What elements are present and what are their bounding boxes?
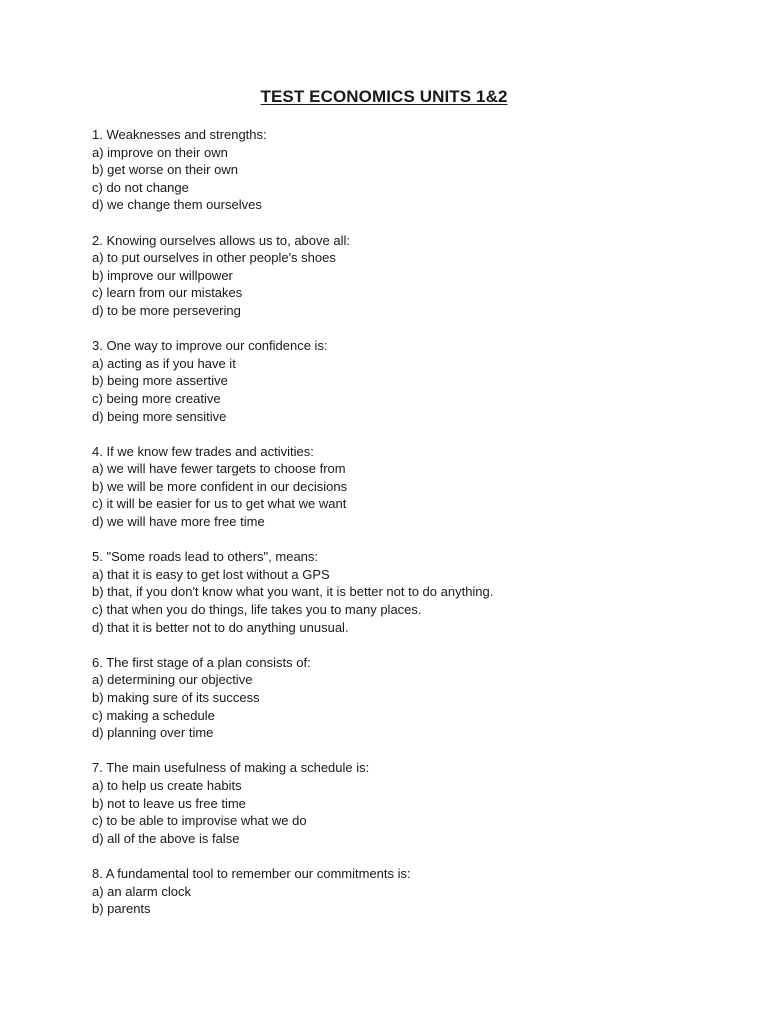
answer-option-c: c) being more creative [92,390,221,406]
answer-option-c: c) do not change [92,179,189,195]
answer-option-c: c) to be able to improvise what we do [92,813,307,829]
answer-option-b: b) we will be more confident in our decisions [92,478,348,494]
answer-option-b: b) improve our willpower [92,267,233,283]
answer-option-a: a) we will have fewer targets to choose from [92,461,346,477]
question-1 [92,126,732,214]
answer-option-d: d) we will have more free time [92,514,265,530]
answer-option-a: a) acting as if you have it [92,355,236,371]
answer-option-d: d) we change them ourselves [92,197,262,213]
answer-option-c: c) learn from our mistakes [92,285,243,301]
answer-option-a: a) that it is easy to get lost without a GPS [92,566,330,582]
answer-option-b: b) being more assertive [92,373,228,389]
answer-option-b: b) that, if you don't know what you want, it is better not to do anything. [92,584,494,600]
question-7 [92,759,732,847]
answer-option-c: c) it will be easier for us to get what we want [92,496,347,512]
answer-option-a: a) to help us create habits [92,777,242,793]
question-5 [92,548,732,636]
question-prompt: 8. A fundamental tool to remember our commitments is: [92,865,411,881]
answer-option-a: a) to put ourselves in other people's shoes [92,250,336,266]
question-8 [92,865,732,918]
question-prompt: 2. Knowing ourselves allows us to, above all: [92,232,350,248]
answer-option-d: d) to be more persevering [92,302,241,318]
answer-option-b: b) parents [92,901,151,917]
answer-option-a: a) an alarm clock [92,883,191,899]
answer-option-d: d) being more sensitive [92,408,227,424]
answer-option-a: a) determining our objective [92,672,253,688]
question-prompt: 7. The main usefulness of making a schedule is: [92,760,370,776]
question-list [92,126,732,935]
question-prompt: 6. The first stage of a plan consists of: [92,654,311,670]
question-4 [92,443,732,531]
question-2 [92,232,732,320]
answer-option-a: a) improve on their own [92,144,228,160]
answer-option-b: b) not to leave us free time [92,795,246,811]
answer-option-c: c) that when you do things, life takes you to many places. [92,602,422,618]
answer-option-b: b) get worse on their own [92,162,238,178]
question-3 [92,337,732,425]
question-prompt: 1. Weaknesses and strengths: [92,127,267,142]
answer-option-c: c) making a schedule [92,707,215,723]
question-prompt: 3. One way to improve our confidence is: [92,338,328,354]
question-prompt: 4. If we know few trades and activities: [92,443,314,459]
answer-option-d: d) that it is better not to do anything unusual. [92,619,349,635]
question-6 [92,654,732,742]
document-title: TEST ECONOMICS UNITS 1&2 [260,87,508,106]
answer-option-d: d) all of the above is false [92,830,240,846]
question-prompt: 5. "Some roads lead to others", means: [92,549,319,565]
answer-option-d: d) planning over time [92,725,214,741]
answer-option-b: b) making sure of its success [92,690,260,705]
